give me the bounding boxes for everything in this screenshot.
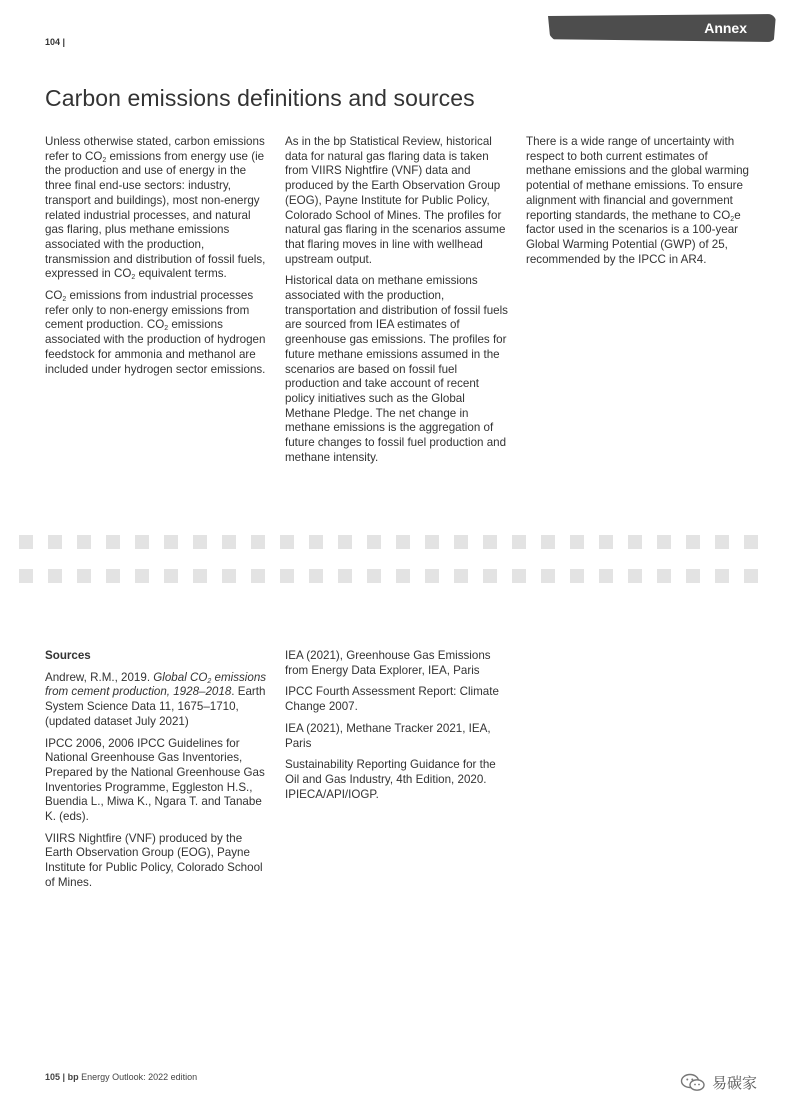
page-number-separator: |	[62, 37, 66, 47]
decorative-square	[599, 569, 613, 583]
decorative-square	[19, 569, 33, 583]
watermark-text: 易碳家	[712, 1075, 758, 1092]
sources-column-2	[285, 649, 510, 809]
decorative-square	[599, 535, 613, 549]
footer	[45, 1072, 197, 1082]
paragraph: $CO_2$ emissions from industrial processes refer only to non-energy emissions from cement production. $CO_2$ emissions associated with the production of hydrogen feedstock for ammonia and methanol are included under hydrogen sector emissions.	[45, 289, 266, 376]
source-entry: IEA (2021), Greenhouse Gas Emissions from Energy Data Explorer, IEA, Paris	[285, 649, 491, 677]
decorative-square	[570, 569, 584, 583]
decorative-square	[512, 569, 526, 583]
decorative-square	[222, 569, 236, 583]
decorative-square	[483, 569, 497, 583]
decorative-square	[425, 535, 439, 549]
decorative-square	[280, 535, 294, 549]
page-number-top	[45, 37, 65, 47]
decorative-square	[744, 535, 758, 549]
decorative-square	[309, 535, 323, 549]
decorative-square	[686, 535, 700, 549]
decorative-square	[77, 569, 91, 583]
annex-tab-label: Annex	[704, 20, 747, 36]
footer-publication: Energy Outlook: 2022 edition	[78, 1072, 198, 1082]
decorative-square	[309, 569, 323, 583]
source-entry: IEA (2021), Methane Tracker 2021, IEA, Paris	[285, 721, 491, 750]
decorative-square	[48, 535, 62, 549]
decorative-square	[135, 535, 149, 549]
decorative-square	[48, 569, 62, 583]
source-entry: Sustainability Reporting Guidance for the Oil and Gas Industry, 4th Edition, 2020. IPIECA/API/IOGP.	[285, 758, 496, 801]
decorative-square	[715, 535, 729, 549]
decorative-square	[77, 535, 91, 549]
decorative-square	[396, 535, 410, 549]
sources-column-1	[45, 649, 270, 898]
decorative-square	[541, 535, 555, 549]
decorative-square	[251, 535, 265, 549]
decorative-square	[686, 569, 700, 583]
decorative-square	[657, 535, 671, 549]
decorative-square	[570, 535, 584, 549]
text-column-3	[526, 135, 751, 274]
paragraph: Unless otherwise stated, carbon emissions refer to $CO_2$ emissions from energy use (ie the production and use of energy in the three final end-use sectors: industry, transport and buildings), most non-energy related industrial processes, and natural gas flaring, plus methane emissions associated with the production, transmission and distribution of fossil fuels, expressed in $CO_2$ equivalent terms.	[45, 135, 266, 282]
decorative-square	[164, 535, 178, 549]
decorative-square	[106, 569, 120, 583]
paragraph: Historical data on methane emissions associated with the production, transportation and distribution of fossil fuels are sourced from IEA estimates of greenhouse gas emissions. The profiles for future methane emissions assumed in the scenarios are based on fossil fuel production and take account of recent policy initiatives such as the Global Methane Pledge. The net change in methane emissions is the aggregation of future changes to fossil fuel production and methane intensity.	[285, 274, 508, 464]
decorative-square	[483, 535, 497, 549]
decorative-square	[367, 535, 381, 549]
decorative-square	[396, 569, 410, 583]
footer-separator: |	[62, 1072, 66, 1082]
text-column-2	[285, 135, 510, 472]
text-column-1	[45, 135, 270, 384]
decorative-square	[19, 535, 33, 549]
source-entry: VIIRS Nightfire (VNF) produced by the Earth Observation Group (EOG), Payne Institute for Public Policy, Colorado School of Mines.	[45, 831, 263, 889]
decorative-square	[338, 535, 352, 549]
watermark	[680, 1072, 757, 1093]
decorative-square	[251, 569, 265, 583]
decorative-square	[541, 569, 555, 583]
paragraph: There is a wide range of uncertainty with respect to both current estimates of methane emissions and the global warming potential of methane emissions. To ensure alignment with financial and government reporting standards, the methane to $CO_2e$ factor used in the scenarios is a 100-year Global Warming Potential (GWP) of 25, recommended by the IPCC in AR4.	[526, 135, 749, 266]
decorative-square	[280, 569, 294, 583]
paragraph: As in the bp Statistical Review, historical data for natural gas flaring data is taken from VIIRS Nightfire (VNF) data and produced by the Earth Observation Group (EOG), Payne Institute for Public Policy, Colorado School of Mines. The profiles for natural gas flaring in the scenarios assume that flaring moves in line with wellhead upstream output.	[285, 135, 506, 266]
decorative-square	[193, 569, 207, 583]
decorative-square	[657, 569, 671, 583]
decorative-square	[628, 569, 642, 583]
decorative-square	[715, 569, 729, 583]
footer-page-number: 105	[45, 1072, 61, 1082]
sources-heading: Sources	[45, 649, 91, 662]
decorative-square	[135, 569, 149, 583]
footer-brand: bp	[67, 1072, 79, 1082]
decorative-square	[367, 569, 381, 583]
page-number: 104	[45, 37, 61, 47]
decorative-square-row	[19, 535, 779, 549]
decorative-square	[744, 569, 758, 583]
decorative-square	[628, 535, 642, 549]
decorative-square	[512, 535, 526, 549]
decorative-square	[425, 569, 439, 583]
wechat-icon	[680, 1073, 706, 1093]
decorative-square	[222, 535, 236, 549]
source-entry: Andrew, R.M., 2019. Global $CO_2$ emissions from cement production, 1928–2018. Earth System Science Data 11, 1675–1710, (updated dataset July 2021)	[45, 670, 267, 728]
decorative-square	[106, 535, 120, 549]
source-entry: IPCC 2006, 2006 IPCC Guidelines for National Greenhouse Gas Inventories, Prepared by the National Greenhouse Gas Inventories Programme, Eggleston H.S., Buendia L., Miwa K., Ngara T. and Tanabe K. (eds).	[45, 736, 265, 824]
decorative-square-row	[19, 569, 779, 583]
decorative-square	[193, 535, 207, 549]
decorative-square	[164, 569, 178, 583]
decorative-square	[454, 569, 468, 583]
source-entry: IPCC Fourth Assessment Report: Climate Change 2007.	[285, 685, 499, 714]
decorative-square	[338, 569, 352, 583]
page-title: Carbon emissions definitions and sources	[45, 85, 475, 111]
decorative-square	[454, 535, 468, 549]
